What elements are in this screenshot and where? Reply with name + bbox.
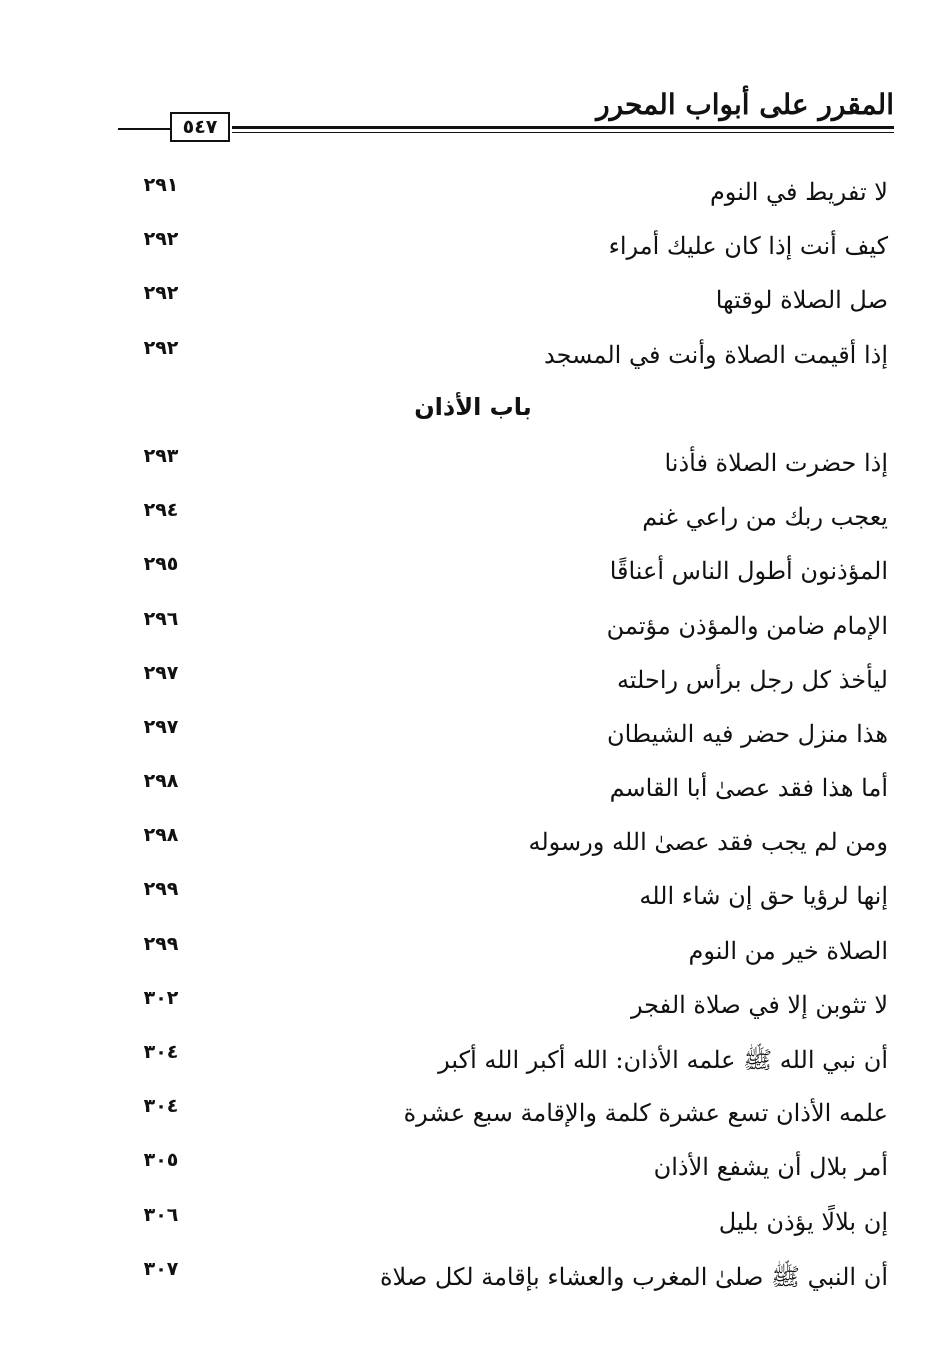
entry-title: لا تفريط في النوم — [709, 178, 888, 206]
section-title: باب الأذان — [414, 392, 532, 421]
toc-entry — [0, 278, 946, 332]
entry-page-number: ٢٩٧ — [143, 661, 179, 684]
entry-page-number: ٣٠٤ — [143, 1041, 179, 1063]
entry-page-number: ٢٩٨ — [143, 824, 179, 847]
toc-entry — [0, 549, 946, 603]
entry-page-number: ٣٠٤ — [143, 1095, 179, 1118]
toc-entry — [0, 333, 946, 387]
entry-title: أمر بلال أن يشفع الأذان — [653, 1153, 888, 1182]
entry-title: لا تثوبن إلا في صلاة الفجر — [630, 990, 888, 1019]
entry-title: أن النبي ﷺ صلىٰ المغرب والعشاء بإقامة لكل صلاة — [379, 1262, 888, 1291]
toc-entry — [0, 929, 946, 983]
entry-title: يعجب ربك من راعي غنم — [642, 503, 888, 532]
toc-entry — [0, 495, 946, 549]
toc-entry — [0, 1254, 946, 1308]
toc-entry — [0, 604, 946, 658]
toc-entry — [0, 1145, 946, 1199]
entry-page-number: ٢٩٢ — [143, 228, 179, 251]
entry-page-number: ٣٠٥ — [143, 1149, 179, 1172]
entry-page-number: ٣٠٢ — [143, 986, 179, 1009]
table-of-contents — [0, 170, 946, 1308]
entry-title: إذا حضرت الصلاة فأذنا — [664, 448, 888, 477]
page-number: ٥٤٧ — [170, 112, 230, 142]
toc-entry — [0, 874, 946, 928]
toc-entry — [0, 1091, 946, 1145]
toc-entry — [0, 820, 946, 874]
entry-title: ومن لم يجب فقد عصىٰ الله ورسوله — [528, 828, 888, 857]
toc-entry — [0, 170, 946, 224]
entry-title: ليأخذ كل رجل برأس راحلته — [616, 665, 888, 694]
header-rule-thick — [232, 126, 894, 129]
entry-title: إن بلالًا يؤذن بليل — [718, 1207, 888, 1236]
toc-entry — [0, 658, 946, 712]
header-rule-left — [118, 128, 170, 130]
entry-title: الإمام ضامن والمؤذن مؤتمن — [606, 611, 888, 640]
entry-title: علمه الأذان تسع عشرة كلمة والإقامة سبع عشرة — [403, 1099, 888, 1128]
entry-page-number: ٢٩٨ — [143, 770, 179, 793]
entry-title: الصلاة خير من النوم — [688, 936, 888, 965]
entry-title: أما هذا فقد عصىٰ أبا القاسم — [609, 774, 888, 803]
section-heading-row — [0, 387, 946, 441]
entry-page-number: ٢٩٤ — [143, 499, 179, 522]
entry-page-number: ٢٩٦ — [143, 607, 179, 630]
entry-page-number: ٢٩٢ — [143, 282, 179, 305]
entry-title: أن نبي الله ﷺ علمه الأذان: الله أكبر الله أكبر — [438, 1046, 888, 1074]
entry-title: هذا منزل حضر فيه الشيطان — [607, 719, 888, 748]
toc-entry — [0, 441, 946, 495]
entry-title: المؤذنون أطول الناس أعناقًا — [609, 557, 888, 586]
entry-page-number: ٢٩١ — [143, 174, 179, 196]
entry-title: إذا أقيمت الصلاة وأنت في المسجد — [543, 340, 888, 369]
entry-page-number: ٣٠٧ — [143, 1257, 179, 1280]
entry-page-number: ٢٩٩ — [143, 878, 179, 901]
entry-title: كيف أنت إذا كان عليك أمراء — [608, 232, 888, 261]
entry-page-number: ٢٩٢ — [143, 336, 179, 359]
entry-page-number: ٢٩٩ — [143, 932, 179, 955]
entry-page-number: ٢٩٧ — [143, 715, 179, 738]
entry-page-number: ٢٩٥ — [143, 553, 179, 576]
toc-entry — [0, 1200, 946, 1254]
toc-entry — [0, 766, 946, 820]
entry-title: صل الصلاة لوقتها — [715, 286, 888, 315]
toc-entry — [0, 1037, 946, 1091]
entry-page-number: ٣٠٦ — [143, 1203, 179, 1226]
book-title: المقرر على أبواب المحرر — [596, 88, 894, 121]
header-rule-thin — [232, 132, 894, 133]
toc-entry — [0, 983, 946, 1037]
entry-page-number: ٢٩٣ — [143, 444, 179, 467]
toc-entry — [0, 712, 946, 766]
entry-title: إنها لرؤيا حق إن شاء الله — [639, 882, 888, 911]
page-header — [0, 0, 946, 150]
toc-entry — [0, 224, 946, 278]
